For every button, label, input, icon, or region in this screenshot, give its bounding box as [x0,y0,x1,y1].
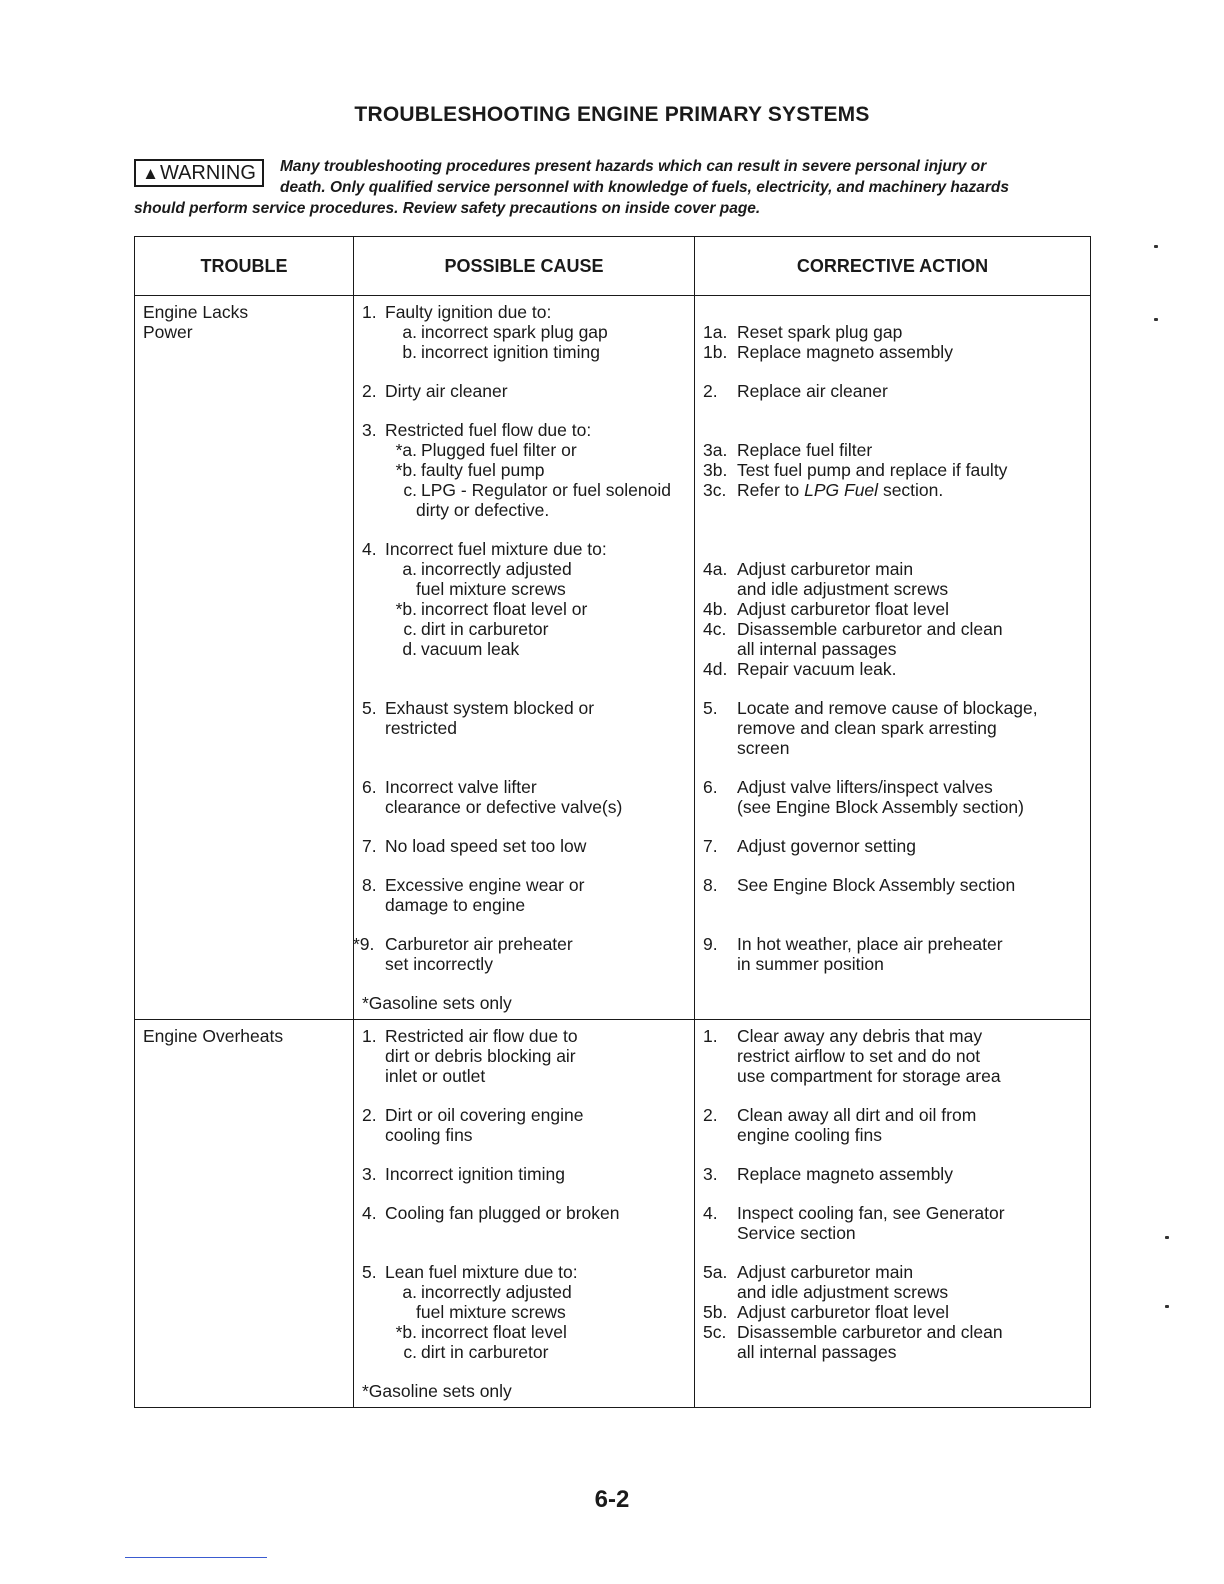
gasoline-note: *Gasoline sets only [362,993,512,1013]
action-number: 4a. [703,559,728,579]
action-number: 1. [703,1026,718,1046]
action-text: Disassemble carburetor and clean [737,1322,1003,1342]
cause-sub-number: c. [403,619,417,639]
action-text: section. [882,480,944,500]
trouble-text: Engine Lacks [143,302,249,322]
cause-sub-number: c. [403,480,417,500]
cause-sub-text: incorrect spark plug gap [421,322,608,342]
cause-text: No load speed set too low [385,836,587,856]
action-text: Clear away any debris that may [737,1026,983,1046]
action-cell [695,296,1091,1020]
action-text: Replace fuel filter [737,440,873,460]
cause-number: 5. [362,698,377,718]
cause-text: Lean fuel mixture due to: [385,1262,578,1282]
cause-sub-number: *b. [395,460,417,480]
cause-text: damage to engine [385,895,526,915]
cause-sub-text: dirt in carburetor [421,1342,549,1362]
cause-sub-text: incorrectly adjusted [421,559,572,579]
action-text: Reset spark plug gap [737,322,903,342]
action-text: and idle adjustment screws [737,579,949,599]
action-text: and idle adjustment screws [737,1282,949,1302]
warning-badge-label: WARNING [159,161,256,184]
action-text: restrict airflow to set and do not [737,1046,981,1066]
warning-badge [134,159,264,187]
cause-cell [354,1020,695,1408]
cause-number: 1. [362,1026,377,1046]
action-number: 7. [703,836,718,856]
action-text: Replace magneto assembly [737,1164,953,1184]
cause-number: 2. [362,381,377,401]
trouble-cell [135,1020,354,1408]
action-text: (see Engine Block Assembly section) [737,797,1024,817]
cause-number: 4. [362,539,377,559]
action-text: Locate and remove cause of blockage, [737,698,1038,718]
action-text: in summer position [737,954,884,974]
cause-text: Exhaust system blocked or [385,698,595,718]
cause-text: Dirty air cleaner [385,381,508,401]
action-number: 3. [703,1164,718,1184]
cause-sub-text: dirt in carburetor [421,619,549,639]
action-text: Disassemble carburetor and clean [737,619,1003,639]
cause-number: 7. [362,836,377,856]
action-text: Test fuel pump and replace if faulty [737,460,1008,480]
action-number: 5a. [703,1262,728,1282]
page-title: TROUBLESHOOTING ENGINE PRIMARY SYSTEMS [354,103,870,126]
cause-sub-number: a. [402,559,417,579]
header-corrective-action: CORRECTIVE ACTION [695,237,1091,296]
action-text: Adjust governor setting [737,836,916,856]
warning-text-line-1: Many troubleshooting procedures present hazards which can result in severe personal injury or [280,158,987,175]
cause-sub-number: *a. [395,440,417,460]
action-text: Adjust valve lifters/inspect valves [737,777,993,797]
action-number: 6. [703,777,718,797]
cause-text: Faulty ignition due to: [385,302,552,322]
cause-text: set incorrectly [385,954,493,974]
trouble-cell [135,296,354,1020]
action-text: use compartment for storage area [737,1066,1001,1086]
action-number: 4d. [703,659,728,679]
cause-text: restricted [385,718,457,738]
cause-sub-text: vacuum leak [421,639,520,659]
cause-text: inlet or outlet [385,1066,486,1086]
cause-sub-text: faulty fuel pump [421,460,545,480]
footer-rule [125,1557,267,1558]
cause-text: Cooling fan plugged or broken [385,1203,620,1223]
cause-sub-number: c. [403,1342,417,1362]
cause-sub-number: a. [402,322,417,342]
action-text: remove and clean spark arresting [737,718,997,738]
action-number: 5b. [703,1302,728,1322]
cause-text: Dirt or oil covering engine [385,1105,584,1125]
cause-text: dirt or debris blocking air [385,1046,576,1066]
cause-number: 4. [362,1203,377,1223]
action-text: Adjust carburetor main [737,1262,914,1282]
action-number: 1b. [703,342,728,362]
action-text-emphasis: LPG Fuel [804,480,879,500]
action-number: 4c. [703,619,727,639]
troubleshooting-table [134,236,1091,1408]
cause-sub-text: incorrectly adjusted [421,1282,572,1302]
action-number: 1a. [703,322,728,342]
action-text: In hot weather, place air preheater [737,934,1003,954]
action-number: 4. [703,1203,718,1223]
action-number: 3b. [703,460,728,480]
action-text: Adjust carburetor float level [737,1302,950,1322]
action-text: Replace magneto assembly [737,342,953,362]
header-possible-cause: POSSIBLE CAUSE [354,237,695,296]
cause-sub-text: incorrect ignition timing [421,342,600,362]
cause-number: 6. [362,777,377,797]
scan-speck [1165,1305,1169,1308]
action-number: 2. [703,381,718,401]
cause-text: Restricted air flow due to [385,1026,578,1046]
cause-text: clearance or defective valve(s) [385,797,623,817]
action-number: 9. [703,934,718,954]
cause-sub-text: fuel mixture screws [416,1302,566,1322]
cause-text: Incorrect ignition timing [385,1164,565,1184]
action-text: Inspect cooling fan, see Generator [737,1203,1005,1223]
table-row [135,1020,1091,1408]
action-cell [695,1020,1091,1408]
cause-sub-text: incorrect float level or [421,599,588,619]
cause-text: Incorrect valve lifter [385,777,537,797]
cause-sub-text: Plugged fuel filter or [421,440,577,460]
cause-sub-number: d. [402,639,417,659]
cause-number: 8. [362,875,377,895]
action-text: Adjust carburetor main [737,559,914,579]
cause-sub-text: dirty or defective. [416,500,550,520]
cause-sub-number: a. [402,1282,417,1302]
table-row [135,296,1091,1020]
cause-sub-text: fuel mixture screws [416,579,566,599]
cause-sub-number: *b. [395,599,417,619]
page-number: 6-2 [594,1486,630,1513]
warning-triangle-icon: ▲ [142,163,159,183]
action-text: Adjust carburetor float level [737,599,950,619]
cause-number: *9. [353,934,375,954]
action-number: 5. [703,698,718,718]
action-number: 2. [703,1105,718,1125]
trouble-text: Power [143,322,193,342]
scan-speck [1154,245,1158,248]
table-header-row [135,237,1091,296]
cause-number: 3. [362,1164,377,1184]
header-trouble: TROUBLE [135,237,354,296]
action-text: Service section [737,1223,856,1243]
trouble-text: Engine Overheats [143,1026,284,1046]
cause-number: 2. [362,1105,377,1125]
cause-number: 1. [362,302,377,322]
action-text: See Engine Block Assembly section [737,875,1016,895]
warning-text-line-2: death. Only qualified service personnel with knowledge of fuels, electricity, and machinery hazards [280,179,1009,196]
action-number: 3a. [703,440,728,460]
action-text: all internal passages [737,1342,897,1362]
cause-cell [354,296,695,1020]
scan-speck [1154,318,1158,321]
cause-sub-number: *b. [395,1322,417,1342]
cause-sub-number: b. [402,342,417,362]
cause-text: Carburetor air preheater [385,934,573,954]
cause-sub-text: LPG - Regulator or fuel solenoid [421,480,671,500]
cause-text: Restricted fuel flow due to: [385,420,592,440]
action-text: Refer to [737,480,800,500]
warning-text-line-3: should perform service procedures. Review safety precautions on inside cover page. [134,200,761,217]
cause-number: 3. [362,420,377,440]
scan-speck [1165,1236,1169,1239]
cause-number: 5. [362,1262,377,1282]
action-text: Replace air cleaner [737,381,888,401]
cause-text: cooling fins [385,1125,473,1145]
action-text: engine cooling fins [737,1125,882,1145]
action-text: all internal passages [737,639,897,659]
cause-text: Excessive engine wear or [385,875,585,895]
action-text: Repair vacuum leak. [737,659,897,679]
action-text: Clean away all dirt and oil from [737,1105,977,1125]
action-number: 4b. [703,599,728,619]
gasoline-note: *Gasoline sets only [362,1381,512,1401]
cause-sub-text: incorrect float level [421,1322,567,1342]
action-text: screen [737,738,790,758]
action-number: 8. [703,875,718,895]
action-number: 3c. [703,480,727,500]
cause-text: Incorrect fuel mixture due to: [385,539,607,559]
action-number: 5c. [703,1322,727,1342]
